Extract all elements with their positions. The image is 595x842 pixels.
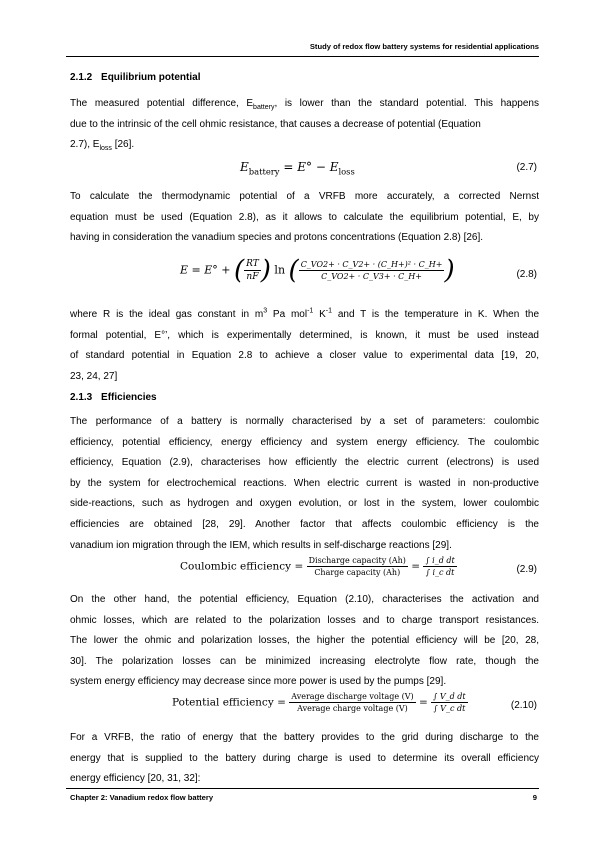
paragraph-potential-efficiency: On the other hand, the potential efficiency, Equation (2.10), characterises the activation and ohmic losses, which are related to the polarization losses and to charge transport resistances. The lower the ohmic and polarization losses, the higher the potential efficiency will be [20, 28, 30]. The polarization losses can be minimized increasing electrolyte flow rate, though the system energy efficiency may decrease since more power is used by the pumps [29]. [70,594,539,688]
equation-2-9: Coulombic efficiency = $\frac{\text{Discharge capacity (Ah)}}{\text{Charge capacity (Ah)}}$ = $\frac{\text{∫ i\_d dt}}{\text{∫ i\_c dt}}$ (2.9) [180,556,537,577]
header-divider [66,56,539,57]
paragraph-gas-constant: where R is the ideal gas constant in $m^3$ Pa mol$^{-1}$ $K^{-1}$ and T is the temperature in K. When the formal potential, E°’, which is experimentally determined, is known, it must be used instead of standard potential in Equation 2.8 to achieve a closer value to experimental data [19, 20, 23, 24, 27] [70,307,540,382]
section-title: Equilibrium potential [101,72,201,83]
section-title: Efficiencies [101,392,157,403]
footer-divider [66,788,539,789]
equation-2-8: E = E° + ( $\frac{RT}{nF}$ ) ln ( $\frac{\text{C\_VO2+ · C\_V2+ · (C\_H+)² · C\_H+}}{C\_VO2+ \cdot C\_V3+ \cdot C\_H+}$ ) (2.8) [180,255,537,286]
paragraph-nernst: To calculate the thermodynamic potential of a VRFB more accurately, a corrected Nernst equation must be used (Equation 2.8), as it allows to calculate the equilibrium potential, E, by having in consideration the vanadium species and protons concentrations (Equation 2.8) [26]. [70,191,539,244]
paragraph-energy-efficiency: For a VRFB, the ratio of energy that the battery provides to the grid during discharge to the energy that is supplied to the battery during charge is used to determine its overall efficiency energy efficiency [20, 31, 32]: [70,732,539,785]
paragraph-measured-potential: The measured potential difference, $E_{battery}$, is lower than the standard potential. This happens due to the intrinsic of the cell ohmic resistance, that causes a decrease of potential (Equation 2.7), $E_{loss}$ [26]. [70,98,539,153]
section-number: 2.1.2 [70,72,93,83]
section-number: 2.1.3 [70,392,93,403]
equation-number: (2.8) [516,269,537,280]
section-heading-2-1-3 [70,392,157,403]
equation-2-10: Potential efficiency = $\frac{\text{Average discharge voltage (V)}}{\text{Average charge voltage (V)}}$ = $\frac{\text{∫ V\_d dt}}{\text{∫ V\_c dt}}$ (2.10) [172,692,537,713]
equation-number: (2.9) [516,564,537,575]
footer-chapter: Chapter 2: Vanadium redox flow battery [70,793,214,802]
equation-2-7: $E_{battery} = E^\circ - E_{loss}$ (2.7) [240,160,537,177]
equation-number: (2.7) [516,162,537,173]
running-header: Study of redox flow battery systems for residential applications [309,42,539,51]
section-heading-2-1-2 [70,72,200,83]
paragraph-efficiencies: The performance of a battery is normally characterised by a set of parameters: coulombic efficiency, potential efficiency, energy efficiency and system energy efficiency. The coulombic efficiency, Equation (2.9), characterises how efficiently the electric current (electrons) is used by the system for electrochemical reactions. When electric current is wasted in non-productive side-reactions, such as hydrogen and oxygen evolution, or lost in the system, lower coulombic efficiencies are obtained [28, 29]. Another factor that affects coulombic efficiency is the vanadium ion migration through the IEM, which results in self-discharge reactions [29]. [70,416,539,551]
equation-number: (2.10) [510,700,537,711]
page-number: 9 [532,793,537,802]
